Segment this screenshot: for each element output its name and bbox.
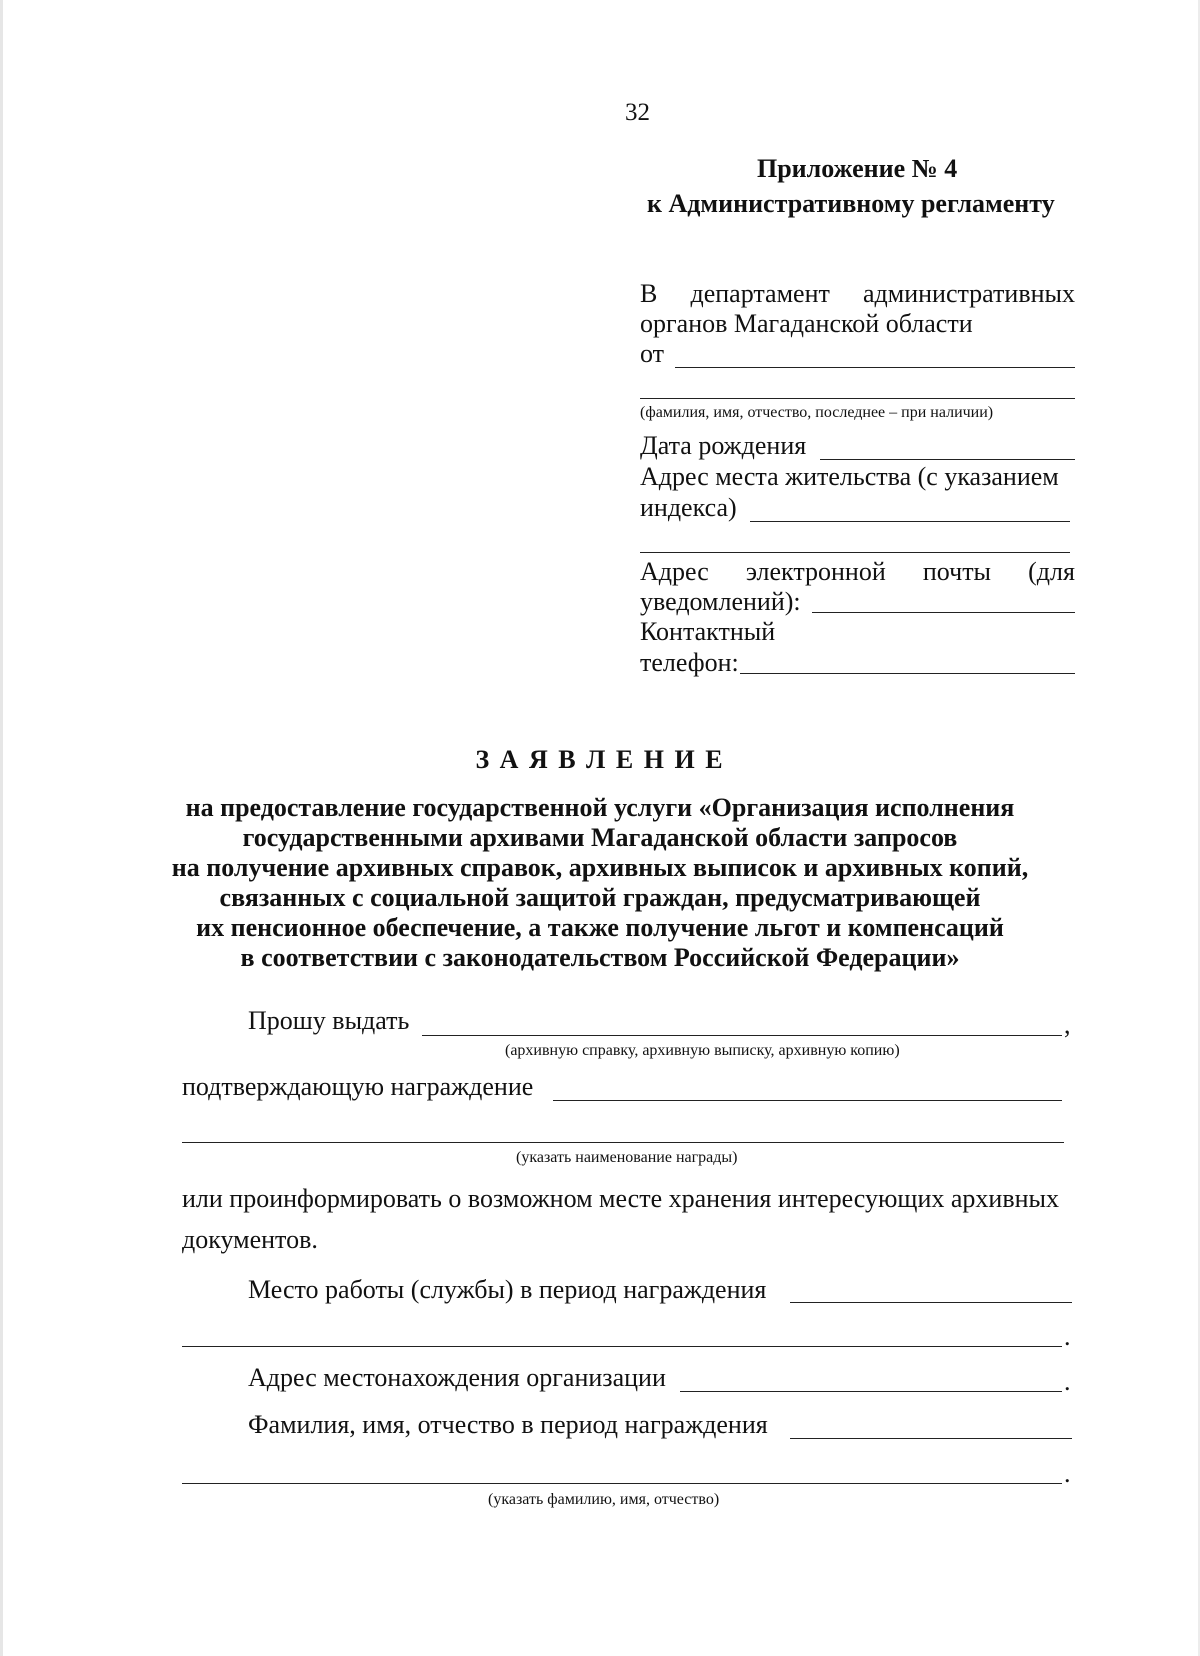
from-field[interactable] xyxy=(675,367,1075,368)
email-word: почты xyxy=(922,557,992,586)
fio-period-dot: . xyxy=(1064,1459,1071,1488)
contact-label: Контактный xyxy=(640,617,776,646)
addressee-word: административных xyxy=(863,279,1075,308)
document-title: З А Я В Л Е Н И Е xyxy=(475,745,725,774)
addressee-line-2: органов Магаданской области xyxy=(640,309,973,338)
address-field-line-2[interactable] xyxy=(640,552,1070,553)
addressee-word: В xyxy=(640,279,658,308)
request-label: Прошу выдать xyxy=(248,1006,410,1035)
org-address-field[interactable] xyxy=(680,1391,1062,1392)
subtitle-line: государственными архивами Магаданской области запросов xyxy=(242,823,958,852)
award-caption: (указать наименование награды) xyxy=(516,1149,738,1166)
workplace-dot: . xyxy=(1064,1322,1071,1351)
fio-period-field[interactable] xyxy=(790,1438,1072,1439)
address-label: Адрес места жительства (с указанием xyxy=(640,462,1059,491)
org-address-dot: . xyxy=(1064,1367,1071,1396)
fio-period-caption: (указать фамилию, имя, отчество) xyxy=(488,1491,720,1508)
from-label: от xyxy=(640,339,665,368)
phone-field[interactable] xyxy=(740,673,1075,674)
email-label-line xyxy=(640,557,1075,587)
fio-caption: (фамилия, имя, отчество, последнее – при наличии) xyxy=(640,404,994,421)
email-word: (для xyxy=(1028,557,1075,586)
fio-period-label: Фамилия, имя, отчество в период награждения xyxy=(248,1410,768,1439)
subtitle-line: их пенсионное обеспечение, а также получение льгот и компенсаций xyxy=(196,913,1004,942)
address-field[interactable] xyxy=(750,521,1070,522)
request-comma: , xyxy=(1064,1010,1071,1039)
notif-label: уведомлений): xyxy=(640,587,801,616)
subtitle-line: в соответствии с законодательством Российской Федерации» xyxy=(240,943,960,972)
page-number: 32 xyxy=(625,99,650,126)
addressee-word: департамент xyxy=(690,279,830,308)
subtitle-line: связанных с социальной защитой граждан, предусматривающей xyxy=(219,883,981,912)
inform-line-1: или проинформировать о возможном месте хранения интересующих архивных xyxy=(182,1184,1059,1213)
request-field[interactable] xyxy=(422,1035,1062,1036)
email-field[interactable] xyxy=(812,612,1075,613)
dob-label: Дата рождения xyxy=(640,431,807,460)
confirm-label: подтверждающую награждение xyxy=(182,1072,534,1101)
award-field-line-2[interactable] xyxy=(182,1142,1064,1143)
fio-period-field-line-2[interactable] xyxy=(182,1483,1062,1484)
subtitle-line: на предоставление государственной услуги «Организация исполнения xyxy=(185,793,1015,822)
addressee-line-1 xyxy=(640,279,1075,309)
email-word: Адрес xyxy=(640,557,709,586)
index-label: индекса) xyxy=(640,493,737,522)
phone-label: телефон: xyxy=(640,648,739,677)
request-caption: (архивную справку, архивную выписку, архивную копию) xyxy=(505,1042,900,1059)
subtitle-line: на получение архивных справок, архивных выписок и архивных копий, xyxy=(171,853,1029,882)
inform-line-2: документов. xyxy=(182,1225,318,1254)
workplace-field[interactable] xyxy=(790,1302,1072,1303)
award-field[interactable] xyxy=(553,1100,1062,1101)
appendix-line-2: к Административному регламенту xyxy=(647,189,1055,218)
appendix-line-1: Приложение № 4 xyxy=(757,154,958,183)
workplace-field-line-2[interactable] xyxy=(182,1346,1062,1347)
from-field-line-2[interactable] xyxy=(640,398,1075,399)
workplace-label: Место работы (службы) в период награждения xyxy=(248,1275,767,1304)
email-word: электронной xyxy=(745,557,886,586)
org-address-label: Адрес местонахождения организации xyxy=(248,1363,666,1392)
dob-field[interactable] xyxy=(820,459,1075,460)
